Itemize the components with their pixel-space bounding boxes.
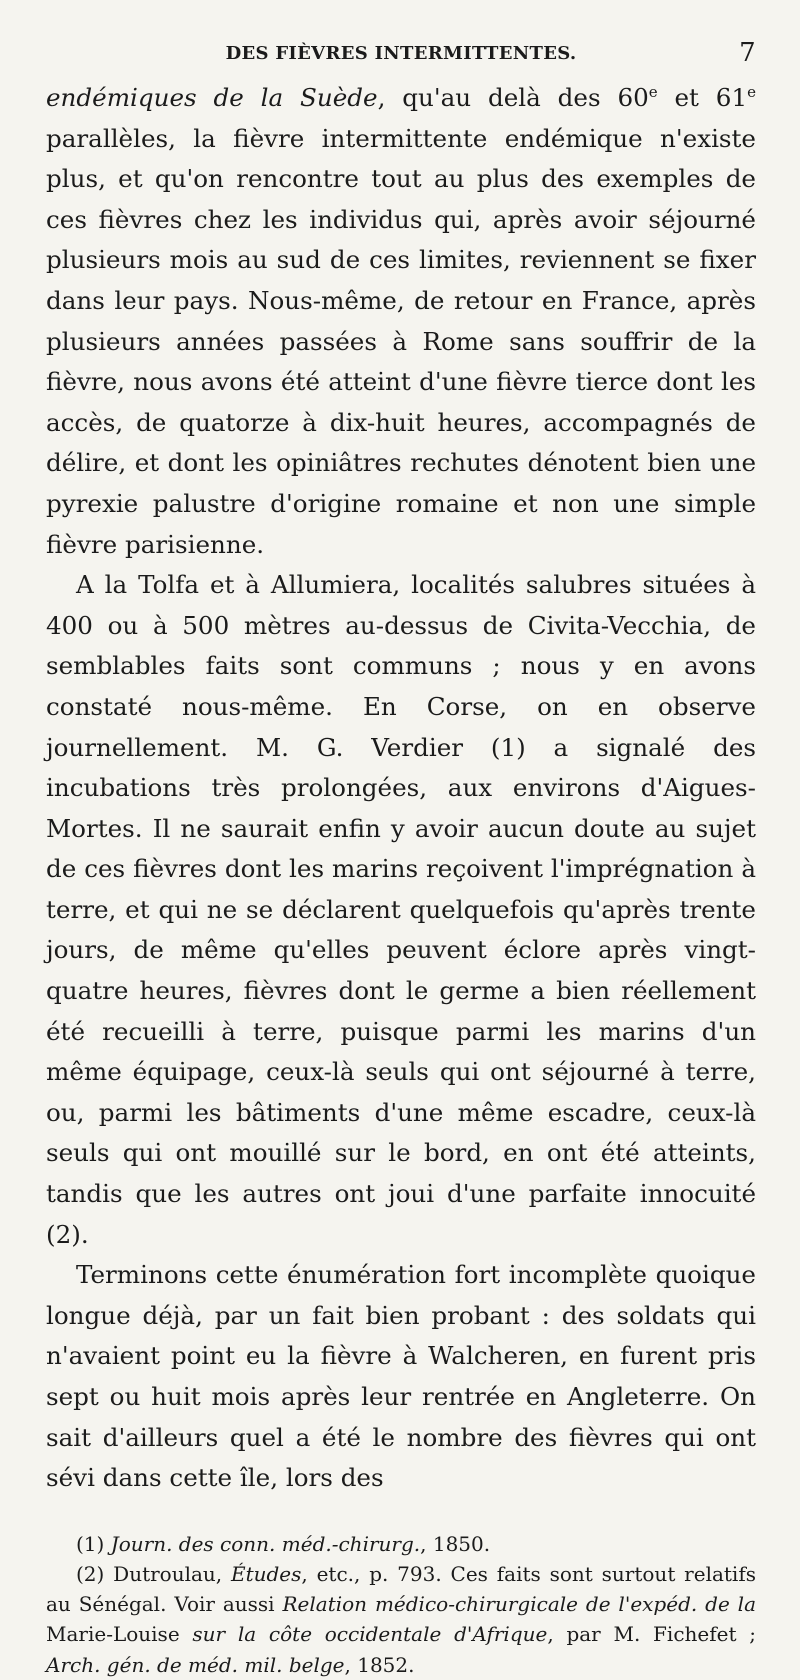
page-number: 7 <box>739 38 756 68</box>
footnote-italic: sur la côte occidentale d'Afrique <box>192 1622 548 1647</box>
footnote-2 <box>46 1559 756 1680</box>
footnote-italic: Journ. des conn. méd.-chirurg. <box>110 1531 421 1556</box>
footnote-text: , 1850. <box>420 1531 491 1556</box>
footnote-1 <box>46 1529 756 1559</box>
running-title: DES FIÈVRES INTERMITTENTES. <box>225 43 577 64</box>
running-header <box>46 30 756 76</box>
footnote-text: , etc., p. 793. Ces faits sont surtout relatifs au Sénégal. Voir aussi <box>46 1561 756 1617</box>
text-span: parallèles, la fièvre intermittente endémique n'existe plus, et qu'on rencontre tout au plus des exemples de ces fièvres chez les individus qui, après avoir séjourné plusieurs mois au sud de ces limites, reviennent se fixer dans leur pays. Nous-même, de retour en France, après plusieurs années passées à Rome sans souffrir de la fièvre, nous avons été atteint d'une fièvre tierce dont les accès, de quatorze à dix-huit heures, accompagnés de délire, et dont les opiniâtres rechutes dénotent bien une pyrexie palustre d'origine romaine et non une simple fièvre parisienne. <box>46 123 756 559</box>
footnote-text: (2) Dutroulau, <box>76 1561 231 1586</box>
footnote-italic: Relation médico-chirurgicale de l'expéd. de la <box>282 1592 756 1617</box>
footnote-italic: Études <box>230 1561 302 1586</box>
footnote-italic: Arch. gén. de méd. mil. belge <box>46 1652 345 1677</box>
footnote-text: Marie-Louise <box>46 1622 193 1647</box>
footnote-marker: (1) <box>76 1531 111 1556</box>
paragraph-1 <box>46 78 756 565</box>
footnotes <box>46 1529 756 1680</box>
text-span: et 61 <box>657 83 748 112</box>
superscript: e <box>648 82 658 101</box>
paragraph-3: Terminons cette énumération fort incomplète quoique longue déjà, par un fait bien probant : des soldats qui n'avaient point eu la fièvre à Walcheren, en furent pris sept ou huit mois après leur rentrée en Angleterre. On sait d'ailleurs quel a été le nombre des fièvres qui ont sévi dans cette île, lors des <box>46 1260 756 1493</box>
italic-phrase: endémiques de la Suède <box>46 83 378 112</box>
paragraph-2: A la Tolfa et à Allumiera, localités salubres situées à 400 ou à 500 mètres au-dessus de Civita-Vecchia, de semblables faits sont communs ; nous y en avons constaté nous-même. En Corse, on en observe journellement. M. G. Verdier (1) a signalé des incubations très prolongées, aux environs d'Aigues-Mortes. Il ne saurait enfin y avoir aucun doute au sujet de ces fièvres dont les marins reçoivent l'imprégnation à terre, et qui ne se déclarent quelquefois qu'après trente jours, de même qu'elles peuvent éclore après vingt-quatre heures, fièvres dont le germe a bien réellement été recueilli à terre, puisque parmi les marins d'un même équipage, ceux-là seuls qui ont séjourné à terre, ou, parmi les bâtiments d'une même escadre, ceux-là seuls qui ont mouillé sur le bord, en ont été atteints, tandis que les autres ont joui d'une parfaite innocuité (2). <box>46 570 756 1249</box>
footnote-text: , par M. Fichefet ; <box>547 1622 756 1647</box>
superscript: e <box>747 82 756 101</box>
footnote-text: , 1852. <box>344 1652 415 1677</box>
text-span: , qu'au delà des 60 <box>377 83 649 112</box>
body-text <box>46 78 756 1499</box>
